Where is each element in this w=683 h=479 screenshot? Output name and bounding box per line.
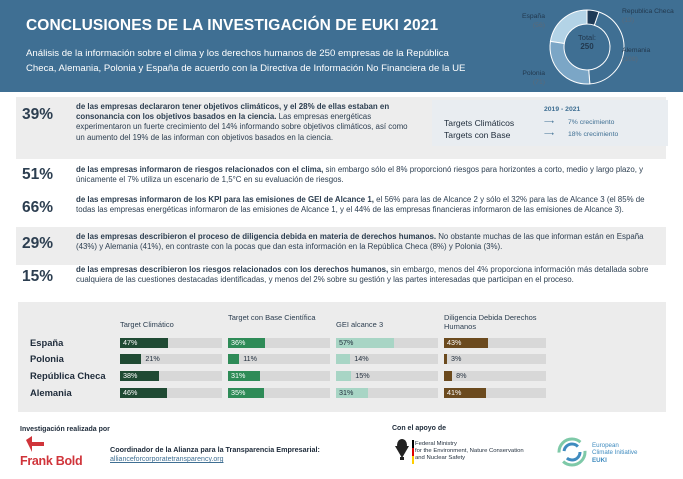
bar-track: [336, 354, 438, 364]
column-header: Diligencia Debida Derechos Humanos: [444, 313, 537, 331]
bar-fill: [444, 354, 447, 364]
bar-fill: [120, 354, 141, 364]
bar-value-label: 47%: [123, 338, 138, 347]
country-label: Alemania: [30, 387, 72, 398]
bar-track: [336, 338, 438, 348]
bar-value-label: 21%: [145, 354, 160, 363]
trend-period: 2019 - 2021: [544, 106, 581, 113]
german-eagle-icon: [393, 438, 411, 460]
bar-track: [228, 371, 330, 381]
donut-label-spain: España (56): [521, 13, 545, 29]
bar-value-label: 31%: [339, 388, 354, 397]
federal-ministry-logo: Federal Ministry for the Environment, Nature Conservation and Nuclear Safety: [415, 441, 524, 462]
donut-label-germany: Alemania (108): [622, 47, 651, 63]
euki-logo: European Climate Initiative EUKI: [592, 442, 638, 464]
bar-track: [228, 388, 330, 398]
growth-trend-box: [432, 100, 668, 146]
bar-fill: [444, 371, 452, 381]
coordinator-label: Coordinador de la Alianza para la Transparencia Empresarial:: [110, 445, 320, 454]
donut-total-value: 250: [580, 42, 594, 51]
bar-track: [336, 388, 438, 398]
arrow-right-icon: ⟶: [544, 119, 555, 126]
bar-fill: [336, 371, 351, 381]
bar-track: [120, 371, 222, 381]
donut-total-label: Total:: [578, 33, 596, 42]
trend-growth: 18% crecimiento: [568, 131, 619, 138]
bar-track: [444, 388, 546, 398]
stat-percentage: 66%: [22, 199, 54, 216]
bar-track: [228, 354, 330, 364]
stat-percentage: 51%: [22, 166, 54, 183]
stat-percentage: 39%: [22, 106, 54, 123]
country-label: España: [30, 337, 64, 348]
page-title: CONCLUSIONES DE LA INVESTIGACIÓN DE EUKI 2021: [26, 17, 439, 34]
column-header: Target Climático: [120, 320, 174, 329]
bar-value-label: 46%: [123, 388, 138, 397]
country-label: República Checa: [30, 370, 106, 381]
frank-bold-logo: Frank Bold: [20, 454, 83, 468]
alliance-link[interactable]: allianceforcorporatetransparency.org: [110, 456, 224, 463]
bar-value-label: 41%: [447, 388, 462, 397]
bar-value-label: 15%: [355, 371, 370, 380]
stat-percentage: 29%: [22, 235, 54, 252]
trend-label: Targets con Base: [444, 130, 511, 140]
stat-percentage: 15%: [22, 268, 54, 285]
frank-bold-logo-icon: [24, 436, 46, 454]
research-by-label: Investigación realizada por: [20, 426, 110, 433]
column-header: GEI alcance 3: [336, 320, 384, 329]
bar-value-label: 57%: [339, 338, 354, 347]
bar-track: [120, 338, 222, 348]
donut-label-czech: Republica Checa (13): [622, 8, 674, 24]
bar-track: [444, 371, 546, 381]
german-flag-stripe: [412, 440, 414, 464]
bar-fill: [228, 354, 239, 364]
bar-value-label: 8%: [456, 371, 467, 380]
bar-track: [444, 338, 546, 348]
bar-value-label: 31%: [231, 371, 246, 380]
bar-value-label: 43%: [447, 338, 462, 347]
bar-value-label: 38%: [123, 371, 138, 380]
donut-label-poland: Polonia (71): [522, 70, 545, 86]
bar-track: [120, 354, 222, 364]
bar-value-label: 14%: [354, 354, 369, 363]
donut-center: [548, 33, 626, 51]
trend-growth: 7% crecimiento: [568, 119, 615, 126]
column-header: Target con Base Científica: [228, 313, 316, 322]
trend-label: Targets Climáticos: [444, 118, 515, 128]
bar-fill: [336, 354, 350, 364]
bar-value-label: 35%: [231, 388, 246, 397]
bar-value-label: 36%: [231, 338, 246, 347]
support-label: Con el apoyo de: [392, 425, 447, 432]
country-label: Polonia: [30, 353, 64, 364]
bar-track: [336, 371, 438, 381]
bar-track: [228, 338, 330, 348]
bar-track: [120, 388, 222, 398]
stat-text: de las empresas describieron los riesgos relacionados con los derechos humanos, sin embargo, menos del 4% proporciona información más detallada sobre cualquiera de las cuestiones destacadas identificadas, y menos del 2% sobre su gestión y las partes interesadas que participan en el proceso.: [76, 265, 649, 285]
stat-text: de las empresas informaron de los KPI para las emisiones de GEI de Alcance 1, el 56% para las de Alcance 2 y sólo el 32% para las de Alcance 3 (el 85% de todas las empresas energéticas informaron de las emisiones de Alcance 1, y el 44% de las empresas financieras informaron de las emisiones de Alcance 3).: [76, 195, 645, 215]
bar-value-label: 11%: [243, 354, 258, 363]
stat-text: de las empresas informaron de riesgos relacionados con el clima, sin embargo sólo el 8% proporcionó riesgos para horizontes a corto, medio y largo plazo, y únicamente el 7% utiliza un escenario de 1,5°C en su evaluación de riesgos.: [76, 165, 644, 185]
stat-text: de las empresas declararon tener objetivos climáticos, y el 28% de ellas estaban en consonancia con los objetivos basados en la ciencia. Las empresas energéticas experimentaron un fuerte crecimiento del 14% informando sobre objetivos climáticos, así como un aumento del 19% de las informan con objetivos basados en la ciencia.: [76, 102, 408, 142]
bar-value-label: 3%: [451, 354, 462, 363]
arrow-right-icon: ⟶: [544, 131, 555, 138]
bar-track: [444, 354, 546, 364]
euki-logo-icon: [556, 436, 588, 468]
page-subtitle: Análisis de la información sobre el clima y los derechos humanos de 250 empresas de la República Checa, Alemania, Polonia y España de acuerdo con la Directiva de Información No Financiera de la UE: [26, 48, 466, 74]
stat-text: de las empresas describieron el proceso de diligencia debida en materia de derechos humanos. No obstante muchas de las que informan están en España (43%) y Alemania (41%), en contraste con la pocas que dan esta información en la República Checa (8%) y Polonia (3%).: [76, 232, 644, 252]
